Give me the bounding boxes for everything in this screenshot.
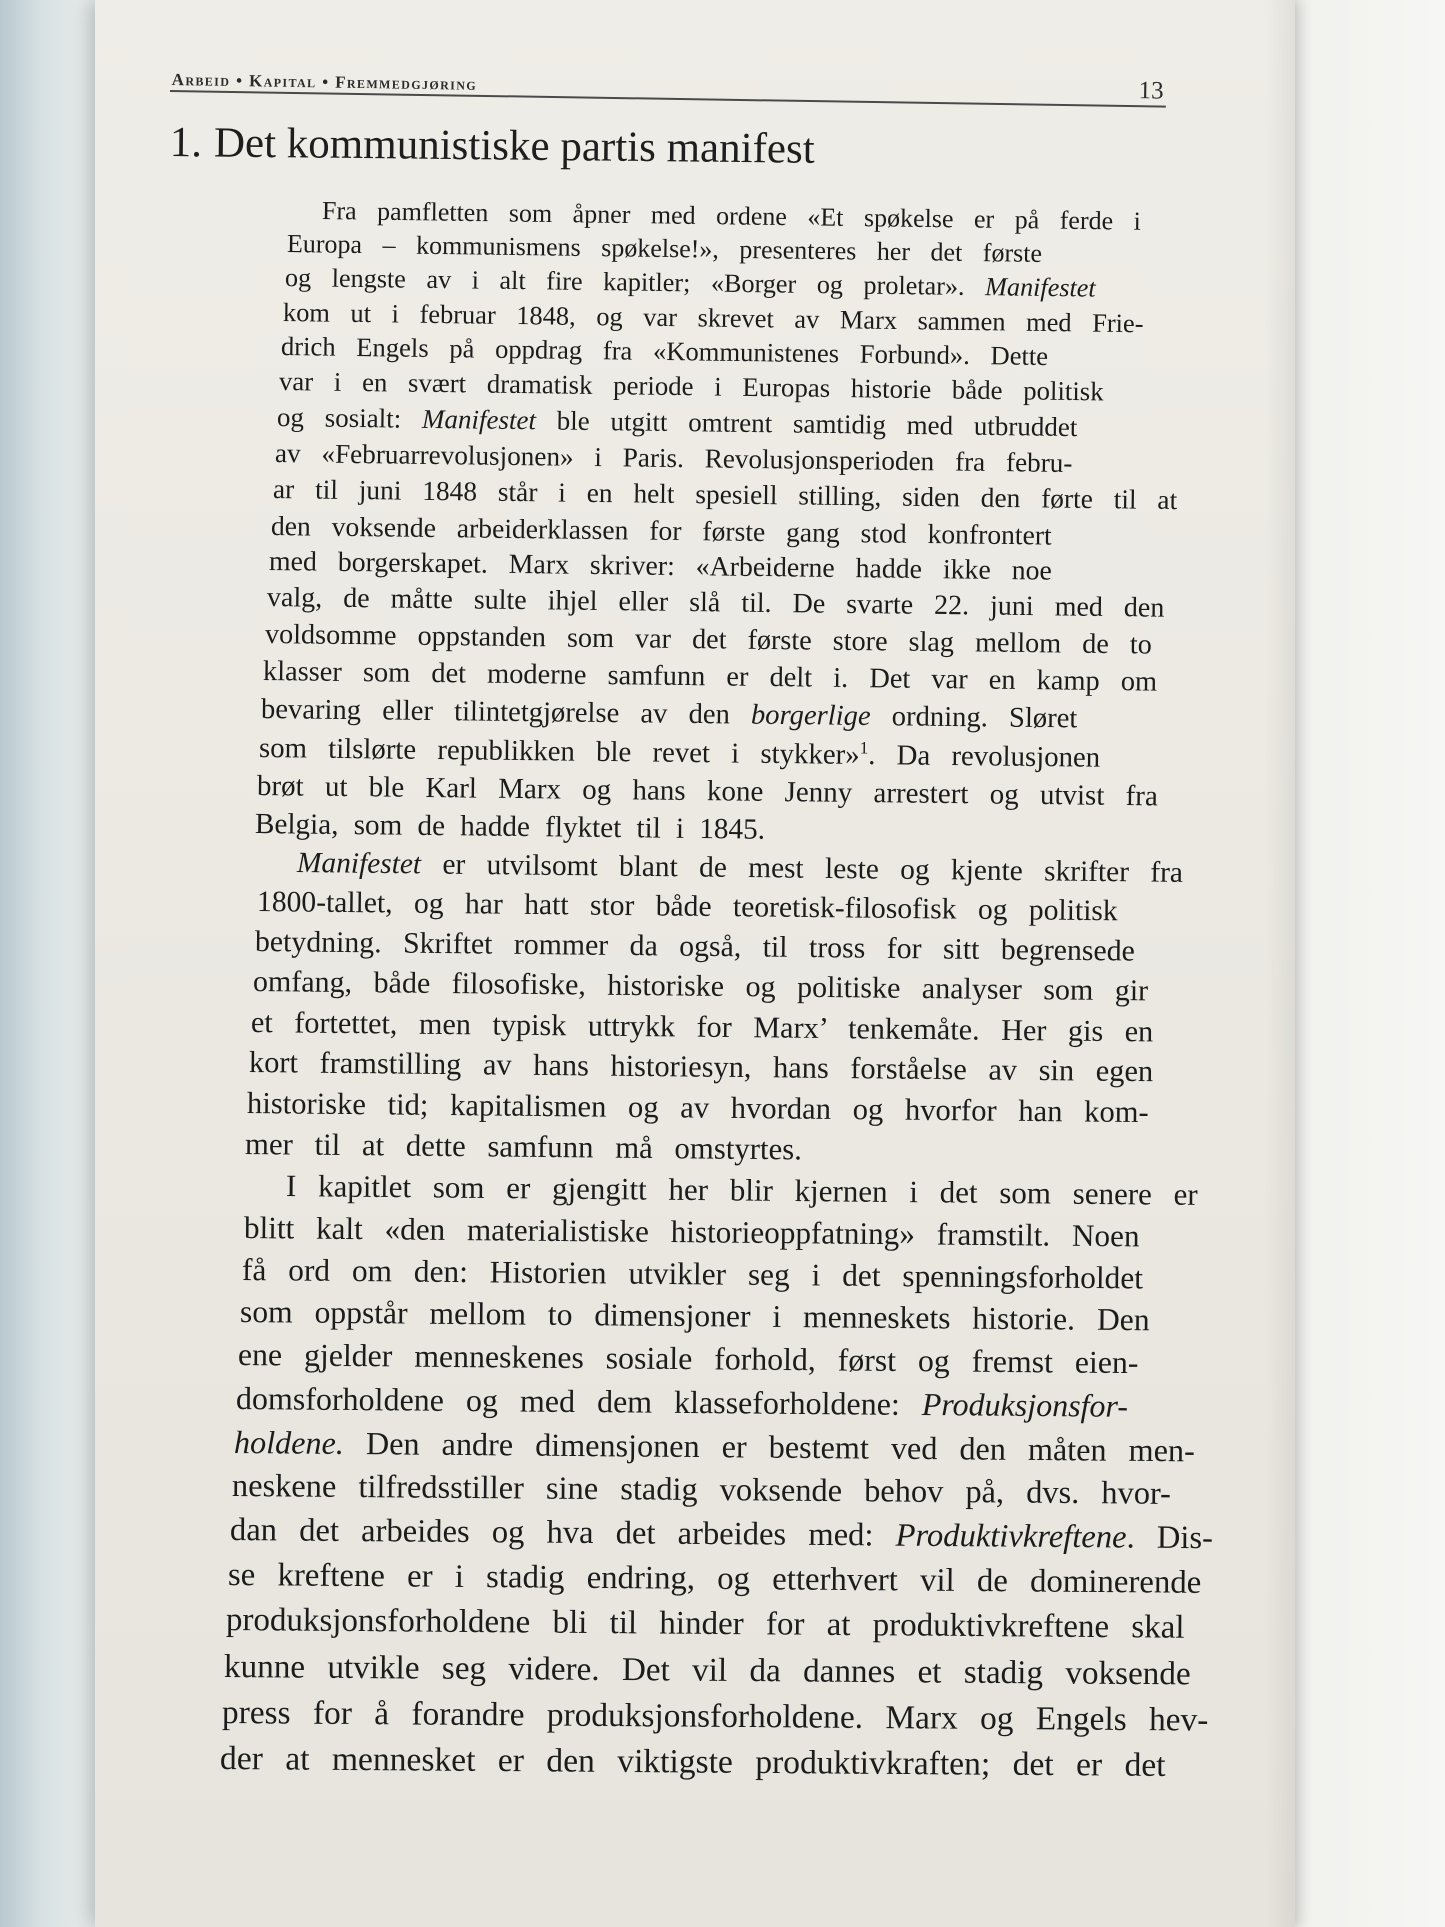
text-segment: Den andre dimensjonen er bestemt ved den måten men- xyxy=(343,1424,1195,1469)
text-line xyxy=(286,1168,1198,1213)
italic-text: Manifestet xyxy=(296,847,422,881)
text-line xyxy=(242,1252,1143,1296)
text-segment: se kreftene er i stadig endring, og etterhvert vil de dominerende xyxy=(227,1557,1202,1601)
text-line xyxy=(228,1557,1202,1602)
text-segment: . Da revolusjonen xyxy=(868,739,1101,774)
text-line xyxy=(267,582,1165,625)
text-line xyxy=(281,331,1048,372)
text-segment: Fra pamfletten som åpner med ordene «Et spøkelse er på ferde i xyxy=(321,196,1142,236)
text-segment: betydning. Skriftet rommer da også, til tross for sitt begrensede xyxy=(254,925,1136,968)
text-segment: historiske tid; kapitalismen og av hvordan og hvorfor han kom- xyxy=(246,1086,1149,1130)
text-segment: produksjonsforholdene bli til hinder for at produktivkreftene skal xyxy=(225,1602,1185,1646)
text-line xyxy=(224,1648,1191,1693)
text-line xyxy=(263,656,1157,699)
italic-text: holdene. xyxy=(233,1424,345,1461)
text-line xyxy=(245,1127,802,1167)
text-segment: av «Februarrevolusjonen» i Paris. Revolusjonsperioden fra febru- xyxy=(274,438,1073,479)
text-line xyxy=(230,1512,1213,1557)
text-segment: var i en svært dramatisk periode i Europas historie både politisk xyxy=(278,366,1104,407)
text-segment: domsforholdene og med dem klasseforholdene: xyxy=(235,1380,922,1422)
text-segment: med borgerskapet. Marx skriver: «Arbeiderne hadde ikke noe xyxy=(268,546,1053,587)
text-segment: klasser som det moderne samfunn er delt i. Det var en kamp om xyxy=(262,656,1158,698)
chapter-title-text: Det kommunistiske partis manifest xyxy=(213,119,815,173)
text-segment: ene gjelder menneskenes sosiale forhold, først og fremst eien- xyxy=(237,1337,1139,1381)
text-segment: omfang, både filosofiske, historiske og politiske analyser som gir xyxy=(252,965,1149,1008)
italic-text: Produksjonsfor- xyxy=(921,1385,1129,1424)
text-line xyxy=(271,510,1052,552)
italic-text: Produktivkreftene xyxy=(895,1517,1127,1556)
text-segment: og sosialt: xyxy=(276,402,423,434)
text-line xyxy=(244,1210,1140,1254)
text-line xyxy=(220,1740,1166,1785)
text-segment: er utvilsomt blant de mest leste og kjente skrifter fra xyxy=(420,848,1184,889)
text-line xyxy=(275,438,1073,479)
text-line xyxy=(226,1602,1185,1647)
text-segment: der at mennesket er den viktigste produktivkraften; det er det xyxy=(219,1740,1166,1784)
running-head-title: Arbeid • Kapital • Fremmedgjøring xyxy=(171,69,478,94)
text-segment: neskene tilfredsstiller sine stadig voksende behov på, dvs. hvor- xyxy=(231,1468,1172,1512)
text-segment: et fortettet, men typisk uttrykk for Marx’ tenkemåte. Her gis en xyxy=(250,1005,1154,1049)
text-line xyxy=(251,1005,1154,1049)
text-segment: kom ut i februar 1848, og var skrevet av Marx sammen med Frie- xyxy=(282,297,1144,339)
text-segment: som oppstår mellom to dimensjoner i menneskets historie. Den xyxy=(239,1294,1150,1338)
text-segment: kort framstilling av hans historiesyn, hans forståelse av sin egen xyxy=(248,1045,1154,1089)
text-line xyxy=(277,402,1078,443)
text-segment: 1800-tallet, og har hatt stor både teoretisk-filosofisk og politisk xyxy=(256,886,1118,928)
italic-text: borgerlige xyxy=(750,699,871,733)
chapter-number: 1. xyxy=(169,118,203,167)
text-line xyxy=(257,886,1118,928)
text-segment: voldsomme oppstanden som var det første store slag mellom de to xyxy=(264,619,1152,661)
text-line xyxy=(247,1086,1149,1130)
text-segment: bevaring eller tilintetgjørelse av den xyxy=(260,694,752,731)
text-segment: få ord om den: Historien utvikler seg i det spenningsforholdet xyxy=(241,1252,1144,1296)
text-line xyxy=(234,1424,1195,1469)
text-line xyxy=(253,965,1149,1008)
text-line xyxy=(255,925,1135,969)
text-line xyxy=(285,263,1096,304)
footnote-marker: 1 xyxy=(859,738,869,758)
text-segment: mer til at dette samfunn må omstyrtes. xyxy=(244,1127,803,1167)
text-line xyxy=(236,1380,1128,1425)
text-segment: Europa – kommunismens spøkelse!», presenteres her det første xyxy=(286,229,1043,268)
text-segment: og lengste av i alt fire kapitler; «Borger og proletar». xyxy=(284,263,986,302)
text-segment: den voksende arbeiderklassen for første gang stod konfrontert xyxy=(270,510,1052,551)
text-line xyxy=(265,619,1152,662)
text-line xyxy=(279,366,1104,407)
text-line xyxy=(261,694,1078,735)
page-number: 13 xyxy=(1138,77,1164,105)
text-segment: ar til juni 1848 står i en helt spesiell stilling, siden den førte til at xyxy=(272,474,1178,516)
text-line xyxy=(255,808,765,847)
italic-text: Manifestet xyxy=(421,403,537,436)
text-line xyxy=(287,229,1042,269)
italic-text: Manifestet xyxy=(984,272,1096,303)
text-segment: drich Engels på oppdrag fra «Kommunistenes Forbund». Dette xyxy=(280,331,1049,372)
text-line xyxy=(238,1337,1139,1381)
text-segment: . Dis- xyxy=(1126,1519,1214,1557)
text-line xyxy=(269,546,1052,588)
text-segment: press for å forandre produksjonsforholdene. Marx og Engels hev- xyxy=(221,1694,1209,1739)
text-line xyxy=(240,1294,1150,1338)
text-segment: ble utgitt omtrent samtidig med utbruddet xyxy=(535,405,1078,443)
text-segment: valg, de måtte sulte ihjel eller slå til. De svarte 22. juni med den xyxy=(266,582,1165,624)
text-segment: dan det arbeides og hva det arbeides med: xyxy=(229,1512,896,1554)
text-segment: som tilslørte republikken ble revet i stykker» xyxy=(258,732,860,771)
text-segment: kunne utvikle seg videre. Det vil da dannes et stadig voksende xyxy=(223,1648,1191,1693)
text-line xyxy=(273,474,1178,516)
text-segment: brøt ut ble Karl Marx og hans kone Jenny arrestert og utvist fra xyxy=(256,770,1158,813)
text-segment: I kapitlet som er gjengitt her blir kjernen i det som senere er xyxy=(285,1168,1198,1212)
text-line xyxy=(232,1468,1171,1513)
text-line xyxy=(259,732,1101,775)
text-line xyxy=(297,847,1183,890)
text-segment: ordning. Sløret xyxy=(870,701,1078,735)
text-line xyxy=(257,770,1158,813)
text-line xyxy=(249,1045,1153,1089)
text-segment: blitt kalt «den materialistiske historieoppfatning» framstilt. Noen xyxy=(243,1210,1140,1254)
text-segment: Belgia, som de hadde flyktet til i 1845. xyxy=(254,808,766,846)
text-line xyxy=(222,1694,1209,1740)
